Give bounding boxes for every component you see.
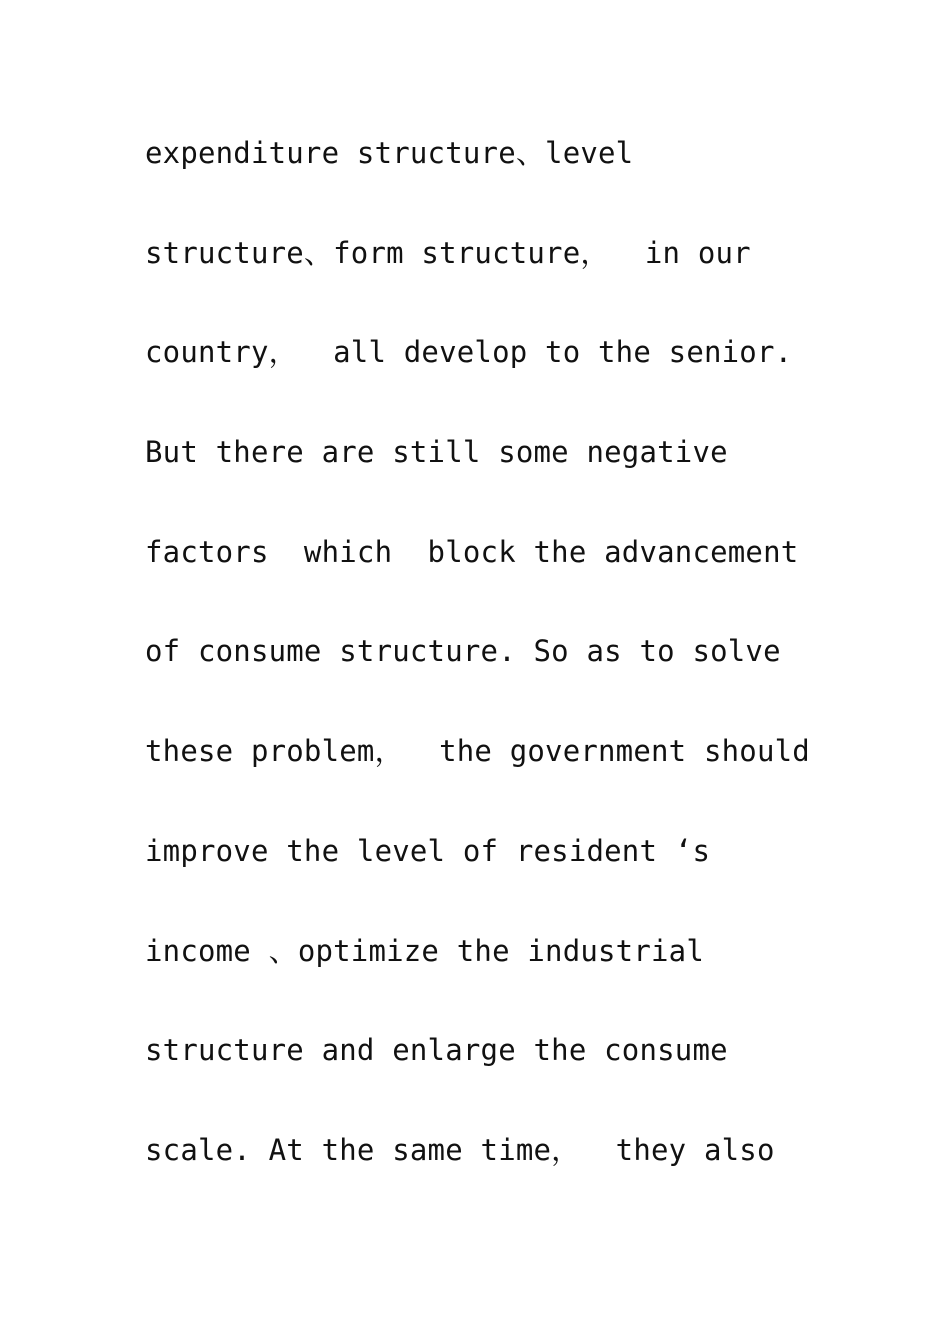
- text-line-8: improve the level of resident ‘s: [145, 833, 711, 868]
- text-line-3: country， all develop to the senior.: [145, 335, 793, 370]
- text-line-7: these problem， the government should: [145, 734, 810, 769]
- text-line-10: structure and enlarge the consume: [145, 1033, 728, 1068]
- text-line-1: expenditure structure、level: [145, 136, 634, 170]
- text-line-5: factors which block the advancement: [145, 534, 799, 569]
- text-line-6: of consume structure. So as to solve: [145, 634, 781, 669]
- text-line-11: scale. At the same time， they also: [145, 1132, 775, 1167]
- text-line-4: But there are still some negative: [145, 435, 728, 470]
- text-line-2: structure、form structure， in our: [145, 235, 751, 270]
- body-text: [145, 128, 845, 1225]
- text-line-9: income 、optimize the industrial: [145, 933, 704, 968]
